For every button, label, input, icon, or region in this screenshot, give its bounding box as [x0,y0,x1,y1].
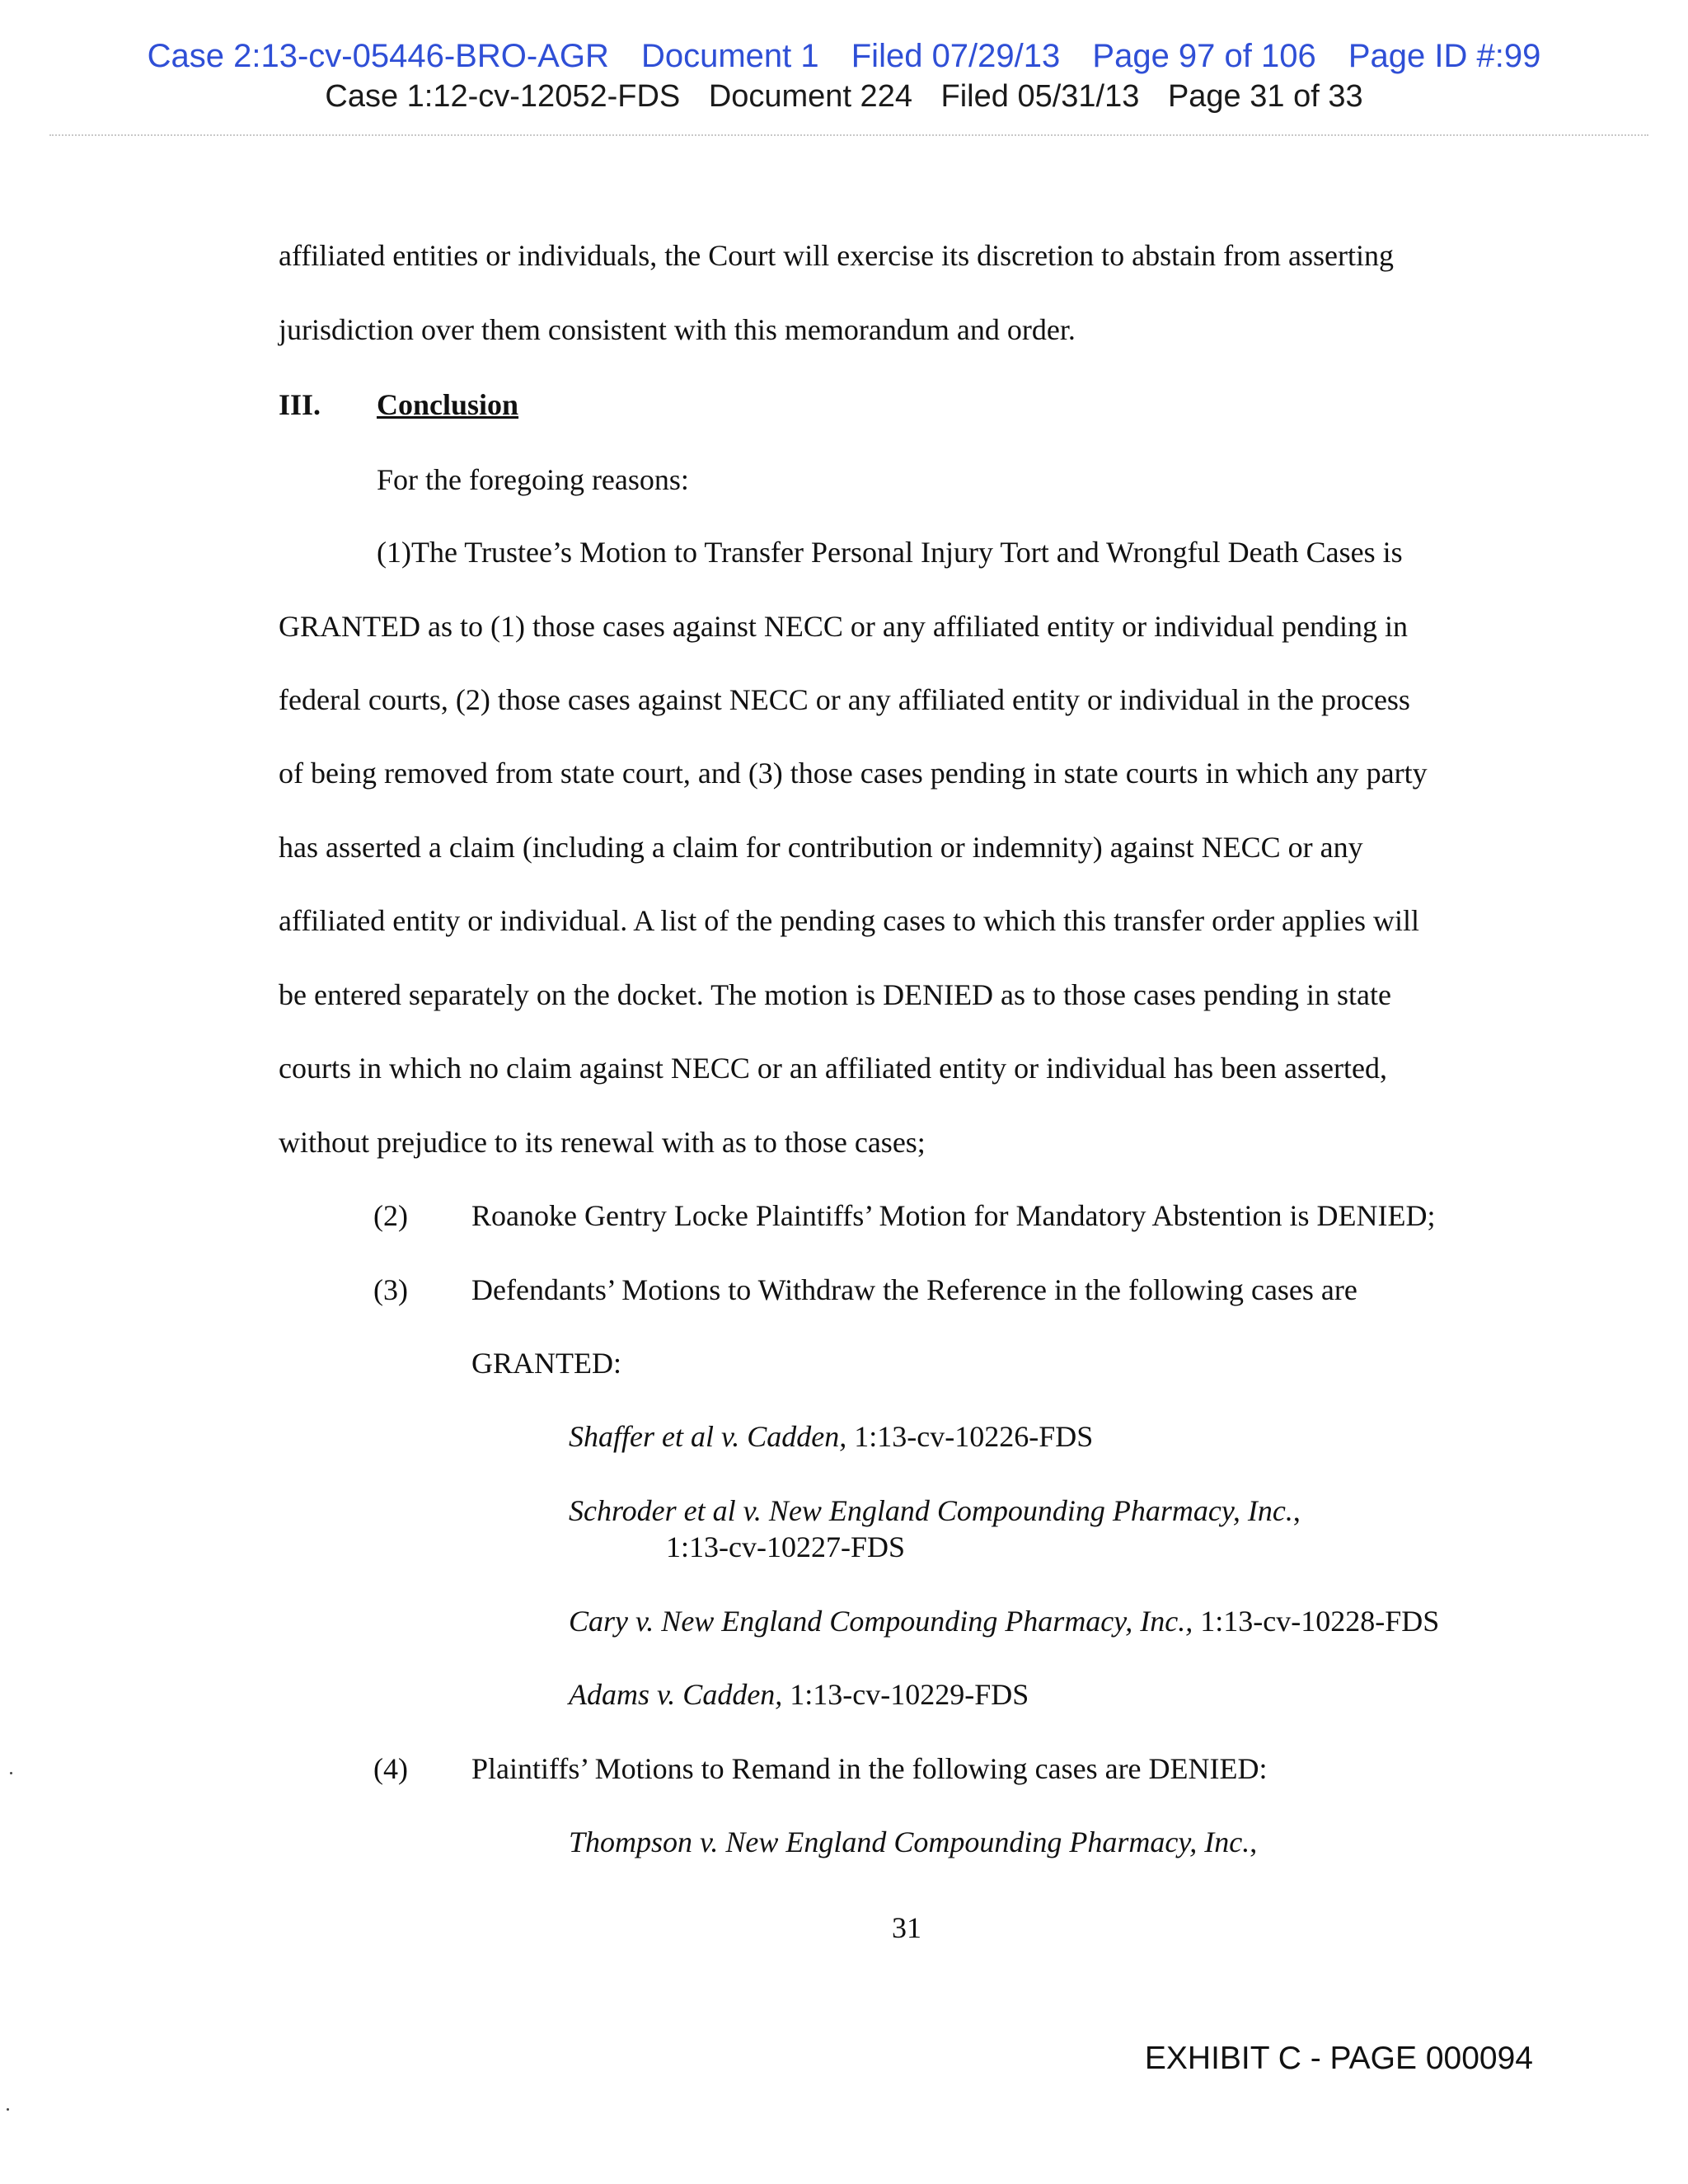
section-number: III. [279,388,321,421]
case-citation [569,1676,1029,1713]
scan-artifact [10,1772,12,1774]
header-document: Document 1 [640,38,819,74]
body-line: jurisdiction over them consistent with this memorandum and order. [279,313,1076,346]
lead-paragraph: For the foregoing reasons: [377,463,689,496]
list-item-number: (4) [373,1752,408,1785]
body-line: courts in which no claim against NECC or an affiliated entity or individual has been asserted, [279,1052,1387,1085]
body-line: affiliated entity or individual. A list of the pending cases to which this transfer order applies will [279,904,1420,937]
body-line: without prejudice to its renewal with as to those cases; [279,1126,926,1159]
header-case-number: Case 1:12-cv-12052-FDS [325,79,681,114]
case-name: Adams v. Cadden, [569,1678,783,1711]
section-title: Conclusion [377,388,519,421]
court-filing-header-blue [0,38,1688,75]
case-docket: 1:13-cv-10227-FDS [666,1530,905,1563]
court-filing-header-black [0,79,1688,115]
body-line: of being removed from state court, and (3) those cases pending in state courts in which any party [279,757,1428,790]
case-docket: 1:13-cv-10228-FDS [1193,1605,1440,1638]
case-citation [569,1603,1439,1639]
list-item-text: GRANTED: [471,1347,621,1380]
header-page-id: Page ID #:99 [1348,38,1541,74]
header-case-number: Case 2:13-cv-05446-BRO-AGR [147,38,609,74]
body-line: be entered separately on the docket. The motion is DENIED as to those cases pending in state [279,978,1391,1011]
case-citation [569,1824,1257,1860]
body-line: affiliated entities or individuals, the Court will exercise its discretion to abstain from asserting [279,239,1395,272]
body-line: GRANTED as to (1) those cases against NECC or any affiliated entity or individual pending in [279,610,1409,643]
body-line: has asserted a claim (including a claim for contribution or indemnity) against NECC or any [279,831,1363,864]
list-item-number: (2) [373,1199,408,1232]
case-citation [569,1418,1093,1455]
list-item-text: Roanoke Gentry Locke Plaintiffs’ Motion for Mandatory Abstention is DENIED; [471,1199,1436,1232]
case-docket: , [1250,1825,1258,1858]
exhibit-stamp: EXHIBIT C - PAGE 000094 [1144,2041,1533,2076]
case-name: Schroder et al v. New England Compounding Pharmacy, Inc. [569,1494,1293,1527]
header-filed-date: Filed 07/29/13 [851,38,1061,74]
case-docket: , [1292,1494,1301,1527]
header-filed-date: Filed 05/31/13 [940,79,1140,114]
scan-divider [49,134,1648,136]
body-line: federal courts, (2) those cases against NECC or any affiliated entity or individual in the process [279,683,1410,716]
header-page: Page 97 of 106 [1092,38,1316,74]
case-name: Cary v. New England Compounding Pharmacy, Inc., [569,1605,1193,1638]
case-name: Shaffer et al v. Cadden, [569,1420,847,1453]
case-citation [569,1493,1301,1529]
case-docket: 1:13-cv-10229-FDS [782,1678,1029,1711]
case-name: Thompson v. New England Compounding Pharmacy, Inc. [569,1825,1250,1858]
page-number: 31 [892,1911,921,1944]
list-item-text: Defendants’ Motions to Withdraw the Reference in the following cases are [471,1273,1357,1306]
header-document: Document 224 [708,79,912,114]
header-page: Page 31 of 33 [1167,79,1363,114]
list-item-number: (3) [373,1273,408,1306]
scan-artifact [7,2108,9,2111]
list-item-text: Plaintiffs’ Motions to Remand in the following cases are DENIED: [471,1752,1268,1785]
case-docket: 1:13-cv-10226-FDS [846,1420,1094,1453]
body-line: (1)The Trustee’s Motion to Transfer Personal Injury Tort and Wrongful Death Cases is [377,536,1403,569]
